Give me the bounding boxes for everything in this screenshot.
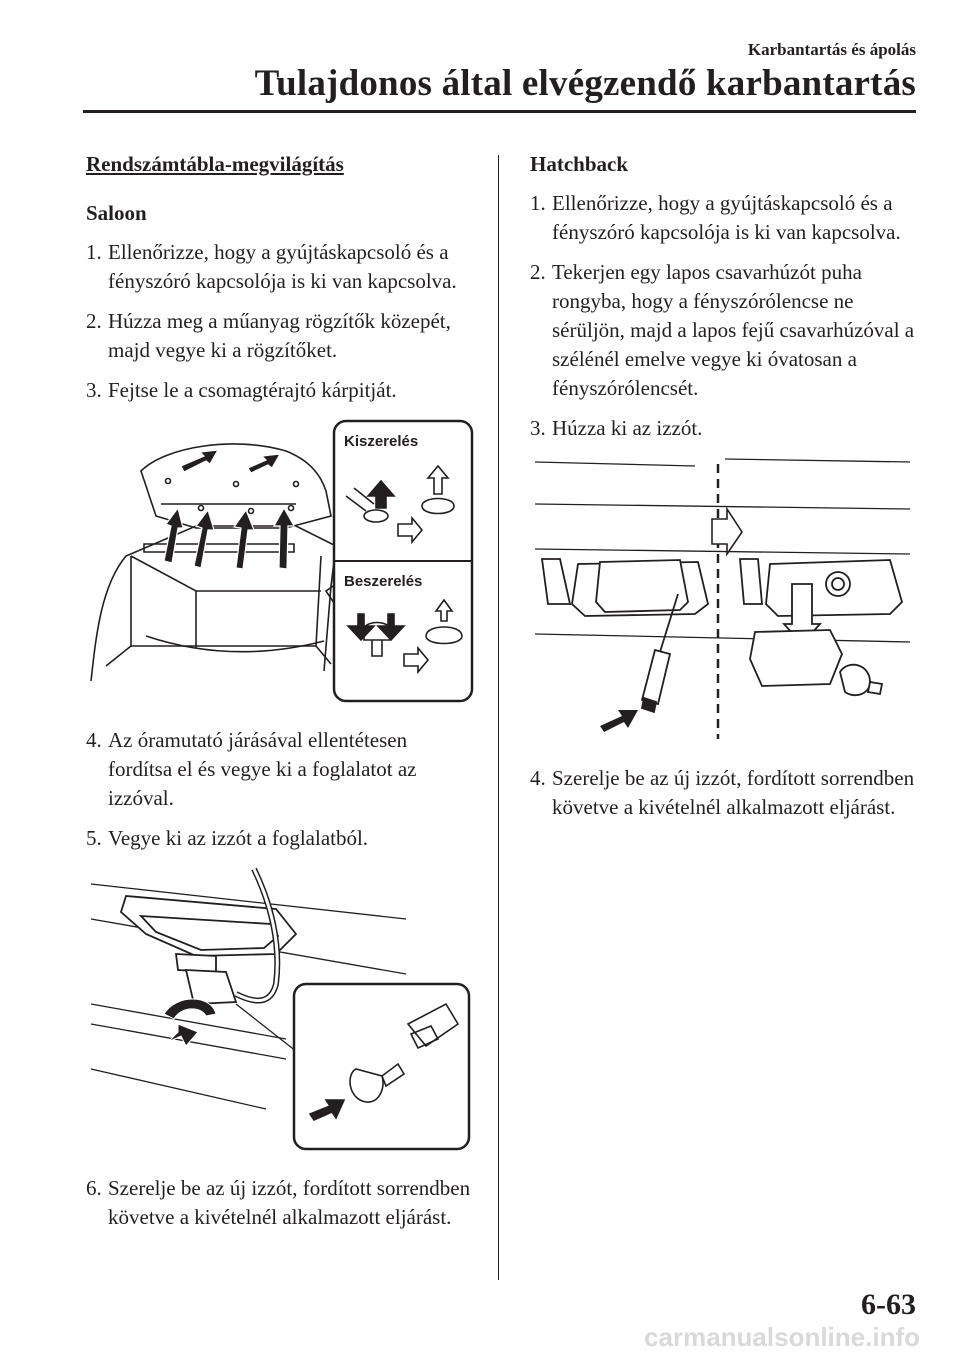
- step-text: Húzza meg a műanyag rögzítők közepét, majd vegye ki a rögzítőket.: [108, 309, 451, 362]
- step-number: 4.: [530, 766, 546, 790]
- step-number: 3.: [530, 416, 546, 440]
- page-title: Tulajdonos által elvégzendő karbantartás: [254, 63, 916, 104]
- step-text: Húzza ki az izzót.: [552, 416, 703, 440]
- step-text: Szerelje be az új izzót, fordított sorrendben követve a kivételnél alkalmazott eljárást.: [552, 766, 915, 819]
- detail-inset: [294, 984, 469, 1149]
- list-item: [86, 726, 476, 813]
- step-text: Vegye ki az izzót a foglalatból.: [108, 826, 369, 850]
- list-item: [86, 1174, 476, 1232]
- step-number: 1.: [530, 191, 546, 215]
- figure-trunk-trim-removal: [86, 416, 481, 706]
- list-item: [86, 238, 476, 296]
- section-name: Karbantartás és ápolás: [747, 40, 916, 59]
- step-number: 1.: [86, 240, 102, 264]
- lamp-before: [542, 559, 708, 616]
- pry-arrow-icon: [600, 710, 638, 732]
- figure-saloon-bulb-socket: [86, 864, 481, 1154]
- step-number: 2.: [86, 309, 102, 333]
- step-text: Ellenőrizze, hogy a gyújtáskapcsoló és a fényszóró kapcsolója is ki van kapcsolva.: [552, 191, 901, 244]
- watermark: carmanualsonline.info: [644, 1322, 920, 1352]
- section-heading-license-light: Rendszámtábla-megvilágítás: [86, 152, 344, 176]
- steps-list: [86, 726, 476, 853]
- pull-arrows: [164, 450, 294, 569]
- rotate-arrow-icon: [164, 999, 216, 1046]
- next-step-arrow-icon: [712, 509, 742, 554]
- steps-list: [86, 1174, 476, 1232]
- page-number: 6-63: [861, 1288, 916, 1321]
- step-number: 2.: [530, 260, 546, 284]
- list-item: [530, 414, 925, 443]
- step-number: 6.: [86, 1176, 102, 1200]
- figure-hatchback-lens-removal: [530, 454, 915, 744]
- step-number: 3.: [86, 378, 102, 402]
- list-item: [86, 824, 476, 853]
- header-rule: [83, 110, 916, 113]
- left-column: [86, 150, 476, 1243]
- lamp-after: [740, 559, 902, 616]
- step-number: 4.: [86, 728, 102, 752]
- label-install: Beszerelés: [344, 573, 423, 590]
- subheading-saloon: Saloon: [86, 201, 147, 225]
- list-item: [530, 258, 925, 403]
- trunk-illustration: [91, 444, 344, 681]
- list-item: [86, 376, 476, 405]
- steps-list: [86, 238, 476, 405]
- step-text: Szerelje be az új izzót, fordított sorrendben követve a kivételnél alkalmazott eljárást.: [108, 1176, 471, 1229]
- list-item: [530, 764, 925, 822]
- step-number: 5.: [86, 826, 102, 850]
- lens-detail: [750, 630, 882, 695]
- subheading-hatchback: Hatchback: [530, 152, 629, 176]
- step-text: Ellenőrizze, hogy a gyújtáskapcsoló és a fényszóró kapcsolója is ki van kapcsolva.: [108, 240, 457, 293]
- column-divider: [498, 155, 499, 1280]
- right-column: [530, 150, 925, 833]
- steps-list: [530, 189, 925, 443]
- list-item: [530, 189, 925, 247]
- steps-list: [530, 764, 925, 822]
- step-text: Fejtse le a csomagtérajtó kárpitját.: [108, 378, 397, 402]
- label-remove: Kiszerelés: [344, 433, 419, 450]
- step-text: Az óramutató járásával ellentétesen fordítsa el és vegye ki a foglalatot az izzóval.: [108, 728, 417, 810]
- list-item: [86, 307, 476, 365]
- step-text: Tekerjen egy lapos csavarhúzót puha rongyba, hogy a fényszórólencse ne sérüljön, majd a lapos fejű csavarhúzóval a szélénél emelve vegye ki óvatosan a fényszórólencsét.: [552, 260, 915, 400]
